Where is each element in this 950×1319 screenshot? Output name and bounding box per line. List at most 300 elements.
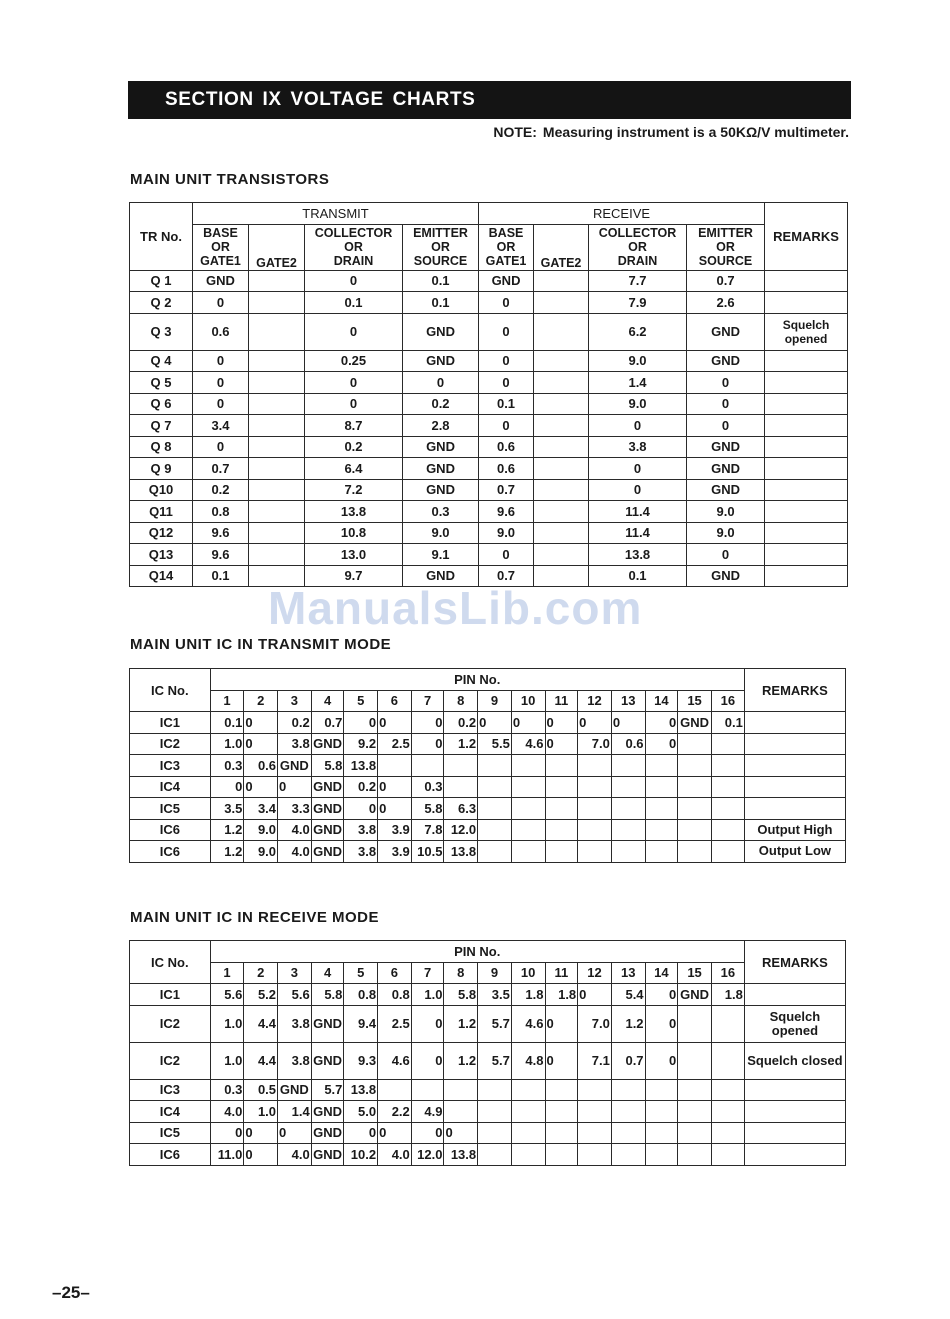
pin-voltage-cell: 9.4 [344,1005,378,1042]
pin-voltage-cell: 0 [244,1144,278,1166]
table-row [130,544,848,566]
voltage-cell: 9.6 [193,544,249,566]
pin-voltage-cell [611,841,645,863]
remarks-cell [744,1144,845,1166]
voltage-cell: 9.6 [479,501,534,523]
pin-voltage-cell: GND [311,798,344,820]
header-pin-1: 1 [210,962,244,984]
pin-voltage-cell: 0 [244,1122,278,1144]
pin-voltage-cell: 9.2 [344,733,378,755]
remarks-cell [765,522,848,544]
ic-number-cell: IC3 [130,1079,211,1101]
voltage-cell: GND [687,458,765,480]
pin-voltage-cell: GND [311,1005,344,1042]
voltage-cell [249,393,305,415]
voltage-cell: 3.8 [589,436,687,458]
pin-voltage-cell: 1.2 [444,1042,478,1079]
pin-voltage-cell: 9.3 [344,1042,378,1079]
voltage-cell: GND [687,313,765,350]
pin-voltage-cell: 7.1 [578,1042,612,1079]
header-r-emitter: EMITTER OR SOURCE [687,224,765,270]
header-pin-3: 3 [278,690,312,712]
pin-voltage-cell: 4.6 [378,1042,412,1079]
pin-voltage-cell: 1.8 [711,984,744,1006]
pin-voltage-cell: 11.0 [210,1144,244,1166]
voltage-cell [534,565,589,587]
pin-voltage-cell [645,798,678,820]
header-pin-2: 2 [244,690,278,712]
pin-voltage-cell: 13.8 [444,1144,478,1166]
pin-voltage-cell: 5.5 [478,733,512,755]
table-row [130,1144,846,1166]
pin-voltage-cell: 5.7 [478,1005,512,1042]
pin-voltage-cell [611,755,645,777]
header-r-base: BASE OR GATE1 [479,224,534,270]
remarks-cell [744,984,845,1006]
voltage-cell: 9.0 [687,501,765,523]
remarks-cell: Output Low [744,841,845,863]
pin-voltage-cell [678,1144,712,1166]
tr-number-cell: Q10 [130,479,193,501]
voltage-cell: 13.8 [305,501,403,523]
pin-voltage-cell: 0.8 [378,984,412,1006]
remarks-cell [765,292,848,314]
pin-voltage-cell [645,755,678,777]
pin-voltage-cell [478,798,512,820]
pin-voltage-cell [711,1122,744,1144]
pin-voltage-cell: 13.8 [344,755,378,777]
voltage-cell: 0.6 [479,436,534,458]
pin-voltage-cell: 4.4 [244,1005,278,1042]
voltage-cell: 0 [305,313,403,350]
voltage-cell [249,313,305,350]
header-pin-16: 16 [711,690,744,712]
voltage-cell [249,270,305,292]
pin-voltage-cell [511,1079,545,1101]
pin-voltage-cell [678,1005,712,1042]
pin-voltage-cell: 9.0 [244,841,278,863]
table-row [130,1101,846,1123]
voltage-cell: GND [193,270,249,292]
table-row [130,1042,846,1079]
voltage-cell: 9.0 [403,522,479,544]
pin-voltage-cell [645,1101,678,1123]
header-pin-9: 9 [478,690,512,712]
voltage-cell: GND [687,350,765,372]
header-pin-6: 6 [378,962,412,984]
remarks-cell [765,544,848,566]
pin-voltage-cell: 0 [278,1122,312,1144]
voltage-cell: 13.8 [589,544,687,566]
voltage-cell: 0 [193,350,249,372]
remarks-cell [744,1122,845,1144]
section-title-banner: SECTION IX VOLTAGE CHARTS [128,81,851,119]
pin-voltage-cell: 0.5 [244,1079,278,1101]
pin-voltage-cell: 4.0 [278,1144,312,1166]
pin-voltage-cell [511,755,545,777]
pin-voltage-cell [545,1122,578,1144]
pin-voltage-cell [611,1122,645,1144]
remarks-cell [744,798,845,820]
header-pin-no: PIN No. [210,941,744,963]
voltage-cell [534,313,589,350]
pin-voltage-cell: 0 [511,712,545,734]
voltage-cell: 11.4 [589,501,687,523]
pin-voltage-cell: 5.7 [311,1079,344,1101]
pin-voltage-cell: 0 [210,776,244,798]
header-t-gate2: GATE2 [249,224,305,270]
table-row [130,712,846,734]
pin-voltage-cell [378,755,412,777]
header-pin-15: 15 [678,690,712,712]
tr-number-cell: Q12 [130,522,193,544]
pin-voltage-cell: 5.8 [411,798,444,820]
pin-voltage-cell [611,1079,645,1101]
pin-voltage-cell: 1.0 [210,1042,244,1079]
ic-number-cell: IC6 [130,819,211,841]
voltage-cell [534,544,589,566]
voltage-cell [249,565,305,587]
pin-voltage-cell: GND [311,1122,344,1144]
remarks-cell [765,458,848,480]
voltage-cell: 0.1 [403,292,479,314]
pin-voltage-cell [378,1079,412,1101]
voltage-cell: 0 [479,544,534,566]
pin-voltage-cell: GND [278,755,312,777]
heading-ic-transmit: MAIN UNIT IC IN TRANSMIT MODE [130,636,392,653]
pin-voltage-cell [678,1042,712,1079]
voltage-cell: 0 [589,415,687,437]
voltage-cell [534,350,589,372]
voltage-cell: 0.1 [305,292,403,314]
pin-voltage-cell: 0 [411,733,444,755]
header-pin-12: 12 [578,962,612,984]
header-tr-no: TR No. [130,203,193,271]
pin-voltage-cell: 0 [244,712,278,734]
pin-voltage-cell: 0.1 [210,712,244,734]
pin-voltage-cell: 3.9 [378,819,412,841]
page-number: –25– [52,1283,90,1302]
header-pin-5: 5 [344,962,378,984]
header-pin-4: 4 [311,690,344,712]
pin-voltage-cell: 10.5 [411,841,444,863]
pin-voltage-cell [578,1101,612,1123]
pin-voltage-cell: 13.8 [444,841,478,863]
pin-voltage-cell [645,1144,678,1166]
header-pin-13: 13 [611,962,645,984]
remarks-cell: Output High [744,819,845,841]
pin-voltage-cell [711,1144,744,1166]
pin-voltage-cell: 1.2 [444,733,478,755]
pin-voltage-cell: 0 [378,798,412,820]
pin-voltage-cell: 12.0 [444,819,478,841]
pin-voltage-cell: 0.6 [611,733,645,755]
voltage-cell [534,415,589,437]
pin-voltage-cell: 0.2 [278,712,312,734]
voltage-cell: 2.8 [403,415,479,437]
pin-voltage-cell: GND [311,841,344,863]
pin-voltage-cell [545,1144,578,1166]
pin-voltage-cell: 1.2 [611,1005,645,1042]
pin-voltage-cell [611,1101,645,1123]
pin-voltage-cell: 0 [278,776,312,798]
header-pin-7: 7 [411,690,444,712]
pin-voltage-cell: 0 [244,776,278,798]
remarks-cell [744,776,845,798]
table-row [130,776,846,798]
remarks-cell [765,372,848,394]
pin-voltage-cell [711,755,744,777]
voltage-cell: GND [403,350,479,372]
remarks-cell: Squelch closed [744,1042,845,1079]
pin-voltage-cell [478,1079,512,1101]
tr-number-cell: Q 7 [130,415,193,437]
voltage-cell [534,270,589,292]
voltage-cell [249,479,305,501]
voltage-cell: 8.7 [305,415,403,437]
voltage-cell: 10.8 [305,522,403,544]
pin-voltage-cell [678,1101,712,1123]
voltage-cell: GND [479,270,534,292]
pin-voltage-cell: 0 [344,1122,378,1144]
pin-voltage-cell: 5.8 [444,984,478,1006]
tr-number-cell: Q14 [130,565,193,587]
header-pin-2: 2 [244,962,278,984]
voltage-cell [534,458,589,480]
remarks-cell [765,270,848,292]
pin-voltage-cell: 1.2 [444,1005,478,1042]
pin-voltage-cell [511,1144,545,1166]
header-pin-8: 8 [444,962,478,984]
pin-voltage-cell: 0 [645,712,678,734]
tr-number-cell: Q11 [130,501,193,523]
voltage-cell: 9.0 [589,393,687,415]
pin-voltage-cell [545,755,578,777]
header-pin-14: 14 [645,690,678,712]
remarks-cell [765,415,848,437]
pin-voltage-cell: 3.8 [278,1042,312,1079]
note-text: Measuring instrument is a 50KΩ/V multimeter. [542,124,849,140]
voltage-cell: 0 [687,393,765,415]
header-pin-13: 13 [611,690,645,712]
remarks-cell [765,565,848,587]
pin-voltage-cell: 3.5 [478,984,512,1006]
pin-voltage-cell: 4.9 [411,1101,444,1123]
pin-voltage-cell [444,755,478,777]
pin-voltage-cell [578,1122,612,1144]
voltage-cell: 7.7 [589,270,687,292]
ic-number-cell: IC6 [130,841,211,863]
pin-voltage-cell [611,776,645,798]
pin-voltage-cell: 0.3 [210,755,244,777]
tr-number-cell: Q 2 [130,292,193,314]
pin-voltage-cell [545,841,578,863]
voltage-cell: 0 [589,479,687,501]
pin-voltage-cell [711,1042,744,1079]
pin-voltage-cell [511,819,545,841]
remarks-cell [744,1079,845,1101]
pin-voltage-cell: 1.0 [210,733,244,755]
voltage-cell: 0.8 [193,501,249,523]
voltage-cell: 13.0 [305,544,403,566]
remarks-cell [744,1101,845,1123]
pin-voltage-cell: 5.0 [344,1101,378,1123]
header-pin-3: 3 [278,962,312,984]
remarks-cell [765,393,848,415]
voltage-cell [249,415,305,437]
voltage-cell: 9.0 [589,350,687,372]
pin-voltage-cell: 0 [578,712,612,734]
pin-voltage-cell: 13.8 [344,1079,378,1101]
pin-voltage-cell [678,776,712,798]
pin-voltage-cell: 3.9 [378,841,412,863]
remarks-cell: Squelch opened [765,313,848,350]
pin-voltage-cell: 0 [378,712,412,734]
header-pin-11: 11 [545,690,578,712]
pin-voltage-cell: 7.0 [578,1005,612,1042]
pin-voltage-cell: 0 [645,1005,678,1042]
header-pin-11: 11 [545,962,578,984]
header-remarks: REMARKS [744,669,845,712]
pin-voltage-cell: 4.0 [278,819,312,841]
voltage-cell: GND [687,479,765,501]
pin-voltage-cell: 0 [478,712,512,734]
voltage-cell: 0 [687,372,765,394]
voltage-cell: GND [687,565,765,587]
watermark: ManualsLib.com [268,582,643,634]
pin-voltage-cell [711,776,744,798]
pin-voltage-cell [545,1101,578,1123]
ic-number-cell: IC5 [130,1122,211,1144]
pin-voltage-cell [511,798,545,820]
voltage-cell: 0 [305,270,403,292]
pin-voltage-cell [511,841,545,863]
pin-voltage-cell: 0.7 [311,712,344,734]
header-pin-10: 10 [511,690,545,712]
header-r-gate2: GATE2 [534,224,589,270]
voltage-cell: 0.7 [193,458,249,480]
pin-voltage-cell: 1.2 [210,819,244,841]
pin-voltage-cell: 6.3 [444,798,478,820]
header-pin-6: 6 [378,690,412,712]
header-pin-9: 9 [478,962,512,984]
header-ic-no: IC No. [130,669,211,712]
pin-voltage-cell: 4.6 [511,1005,545,1042]
pin-voltage-cell: 0 [411,1042,444,1079]
voltage-cell: 0 [305,393,403,415]
pin-voltage-cell: 5.4 [611,984,645,1006]
header-pin-15: 15 [678,962,712,984]
voltage-cell: 3.4 [193,415,249,437]
pin-voltage-cell: 1.0 [411,984,444,1006]
pin-voltage-cell [645,841,678,863]
ic-number-cell: IC2 [130,1005,211,1042]
pin-voltage-cell [478,1122,512,1144]
voltage-cell: 0.6 [479,458,534,480]
header-pin-4: 4 [311,962,344,984]
pin-voltage-cell [578,1079,612,1101]
voltage-cell: 1.4 [589,372,687,394]
ic-number-cell: IC3 [130,755,211,777]
pin-voltage-cell: 0 [244,733,278,755]
ic-number-cell: IC4 [130,776,211,798]
pin-voltage-cell: 0.7 [611,1042,645,1079]
header-pin-8: 8 [444,690,478,712]
pin-voltage-cell: 1.0 [244,1101,278,1123]
pin-voltage-cell [478,1144,512,1166]
header-pin-12: 12 [578,690,612,712]
table-row [130,819,846,841]
pin-voltage-cell [511,1122,545,1144]
pin-voltage-cell: 0 [344,798,378,820]
ic-number-cell: IC2 [130,733,211,755]
ic-receive-table [129,940,846,1166]
voltage-cell: 0.2 [305,436,403,458]
pin-voltage-cell: 1.4 [278,1101,312,1123]
voltage-cell [249,372,305,394]
pin-voltage-cell: 0 [611,712,645,734]
pin-voltage-cell: 3.3 [278,798,312,820]
pin-voltage-cell [444,1101,478,1123]
pin-voltage-cell [478,819,512,841]
voltage-cell: 2.6 [687,292,765,314]
pin-voltage-cell: 10.2 [344,1144,378,1166]
pin-voltage-cell: 0 [210,1122,244,1144]
pin-voltage-cell: 4.0 [278,841,312,863]
pin-voltage-cell: 0 [378,1122,412,1144]
voltage-cell: 11.4 [589,522,687,544]
transistor-voltage-table [129,202,848,587]
header-remarks: REMARKS [765,203,848,271]
tr-number-cell: Q 9 [130,458,193,480]
pin-voltage-cell: 3.8 [278,1005,312,1042]
pin-voltage-cell: 1.0 [210,1005,244,1042]
table-row [130,755,846,777]
pin-voltage-cell: 3.8 [278,733,312,755]
remarks-cell [765,350,848,372]
pin-voltage-cell [478,776,512,798]
pin-voltage-cell: 5.6 [278,984,312,1006]
pin-voltage-cell: 5.6 [210,984,244,1006]
voltage-cell [534,372,589,394]
header-ic-no: IC No. [130,941,211,984]
ic-number-cell: IC4 [130,1101,211,1123]
pin-voltage-cell: 4.8 [511,1042,545,1079]
voltage-cell: GND [403,436,479,458]
pin-voltage-cell: 4.6 [511,733,545,755]
voltage-cell: 0 [479,415,534,437]
voltage-cell: 9.1 [403,544,479,566]
pin-voltage-cell [678,819,712,841]
pin-voltage-cell [545,776,578,798]
voltage-cell: 0 [193,393,249,415]
pin-voltage-cell: 0 [378,776,412,798]
pin-voltage-cell [711,1079,744,1101]
pin-voltage-cell [611,798,645,820]
table-row [130,522,848,544]
pin-voltage-cell: 5.8 [311,755,344,777]
pin-voltage-cell: 3.4 [244,798,278,820]
voltage-cell [249,522,305,544]
voltage-cell [534,522,589,544]
pin-voltage-cell: 9.0 [244,819,278,841]
pin-voltage-cell [444,1079,478,1101]
table-row [130,984,846,1006]
voltage-cell: 0 [589,458,687,480]
pin-voltage-cell [578,841,612,863]
pin-voltage-cell [545,1079,578,1101]
pin-voltage-cell: 0 [411,1005,444,1042]
